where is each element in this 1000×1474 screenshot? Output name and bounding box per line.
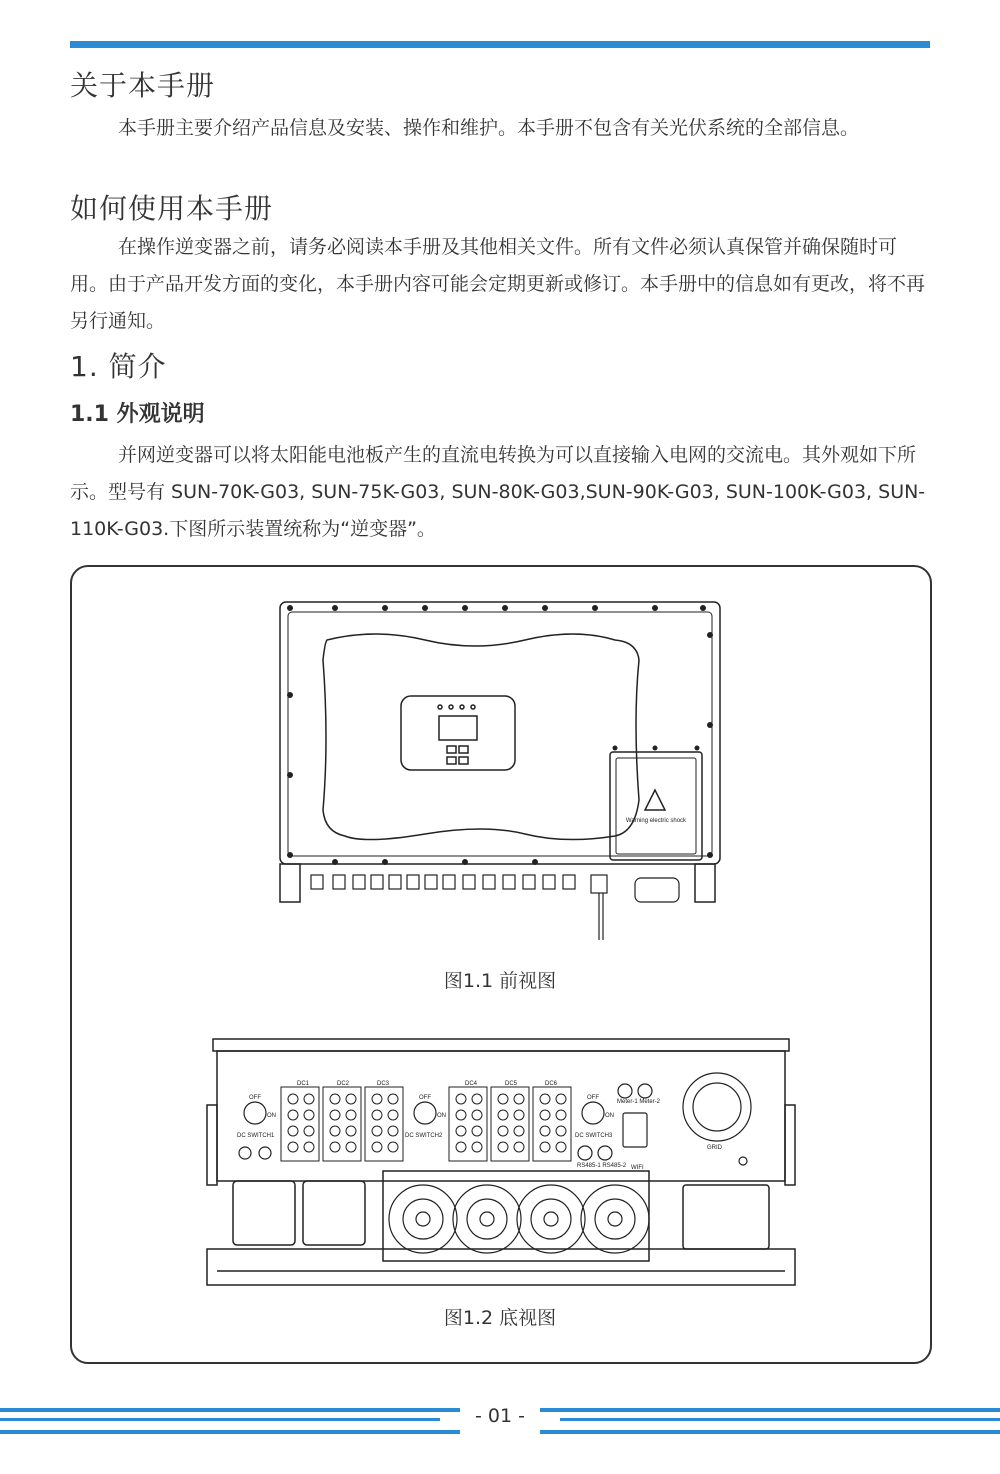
label-on-3: ON	[605, 1113, 614, 1119]
footer-line-left-3	[0, 1430, 460, 1434]
label-dc3: DC3	[377, 1081, 390, 1087]
bottom-view-caption: 图1.2 底视图	[443, 1307, 557, 1329]
inverter-bottom-view-figure	[205, 1035, 797, 1290]
footer-line-right-2	[560, 1418, 1000, 1421]
label-dc5: DC5	[505, 1081, 518, 1087]
page-number: - 01 -	[475, 1405, 525, 1427]
appearance-paragraph: 并网逆变器可以将太阳能电池板产生的直流电转换为可以直接输入电网的交流电。其外观如下所示。型号有 SUN-70K-G03, SUN-75K-G03, SUN-80K-G03,SUN-90K-G03, SUN-100K-G03, SUN-110K-G03.下图所示装置统称为“逆变器”。	[70, 444, 926, 540]
label-switch-1: DC SWITCH1	[237, 1133, 275, 1139]
label-dc6: DC6	[545, 1081, 558, 1087]
front-view-caption: 图1.1 前视图	[443, 970, 557, 992]
label-off-1: OFF	[249, 1095, 261, 1101]
label-dc4: DC4	[465, 1081, 478, 1087]
label-wifi: WIFI	[631, 1165, 644, 1171]
appearance-title: 1.1 外观说明	[70, 402, 205, 427]
label-off-2: OFF	[419, 1095, 431, 1101]
label-meter: Meter-1 Meter-2	[617, 1099, 661, 1105]
label-rs485: RS485-1 RS485-2	[577, 1163, 627, 1169]
about-paragraph: 本手册主要介绍产品信息及安装、操作和维护。本手册不包含有关光伏系统的全部信息。	[118, 117, 860, 139]
howto-paragraph: 在操作逆变器之前，请务必阅读本手册及其他相关文件。所有文件必须认真保管并确保随时可用。由于产品开发方面的变化，本手册内容可能会定期更新或修订。本手册中的信息如有更改，将不再另行通知。	[70, 236, 926, 332]
inverter-front-view-figure	[275, 600, 725, 945]
warning-label: Warning electric shock	[625, 818, 687, 824]
label-dc2: DC2	[337, 1081, 350, 1087]
label-off-3: OFF	[587, 1095, 599, 1101]
footer-line-right-3	[540, 1430, 1000, 1434]
label-on-2: ON	[437, 1113, 446, 1119]
header-accent-bar	[70, 41, 930, 48]
howto-title: 如何使用本手册	[70, 192, 274, 225]
footer-line-right-1	[540, 1408, 1000, 1412]
label-dc1: DC1	[297, 1081, 310, 1087]
label-switch-2: DC SWITCH2	[405, 1133, 443, 1139]
label-switch-3: DC SWITCH3	[575, 1133, 613, 1139]
label-grid: GRID	[707, 1145, 722, 1151]
intro-title: 1. 简介	[70, 350, 167, 383]
footer-line-left-2	[0, 1418, 440, 1421]
footer-line-left-1	[0, 1408, 460, 1412]
label-on-1: ON	[267, 1113, 276, 1119]
about-title: 关于本手册	[70, 69, 216, 102]
